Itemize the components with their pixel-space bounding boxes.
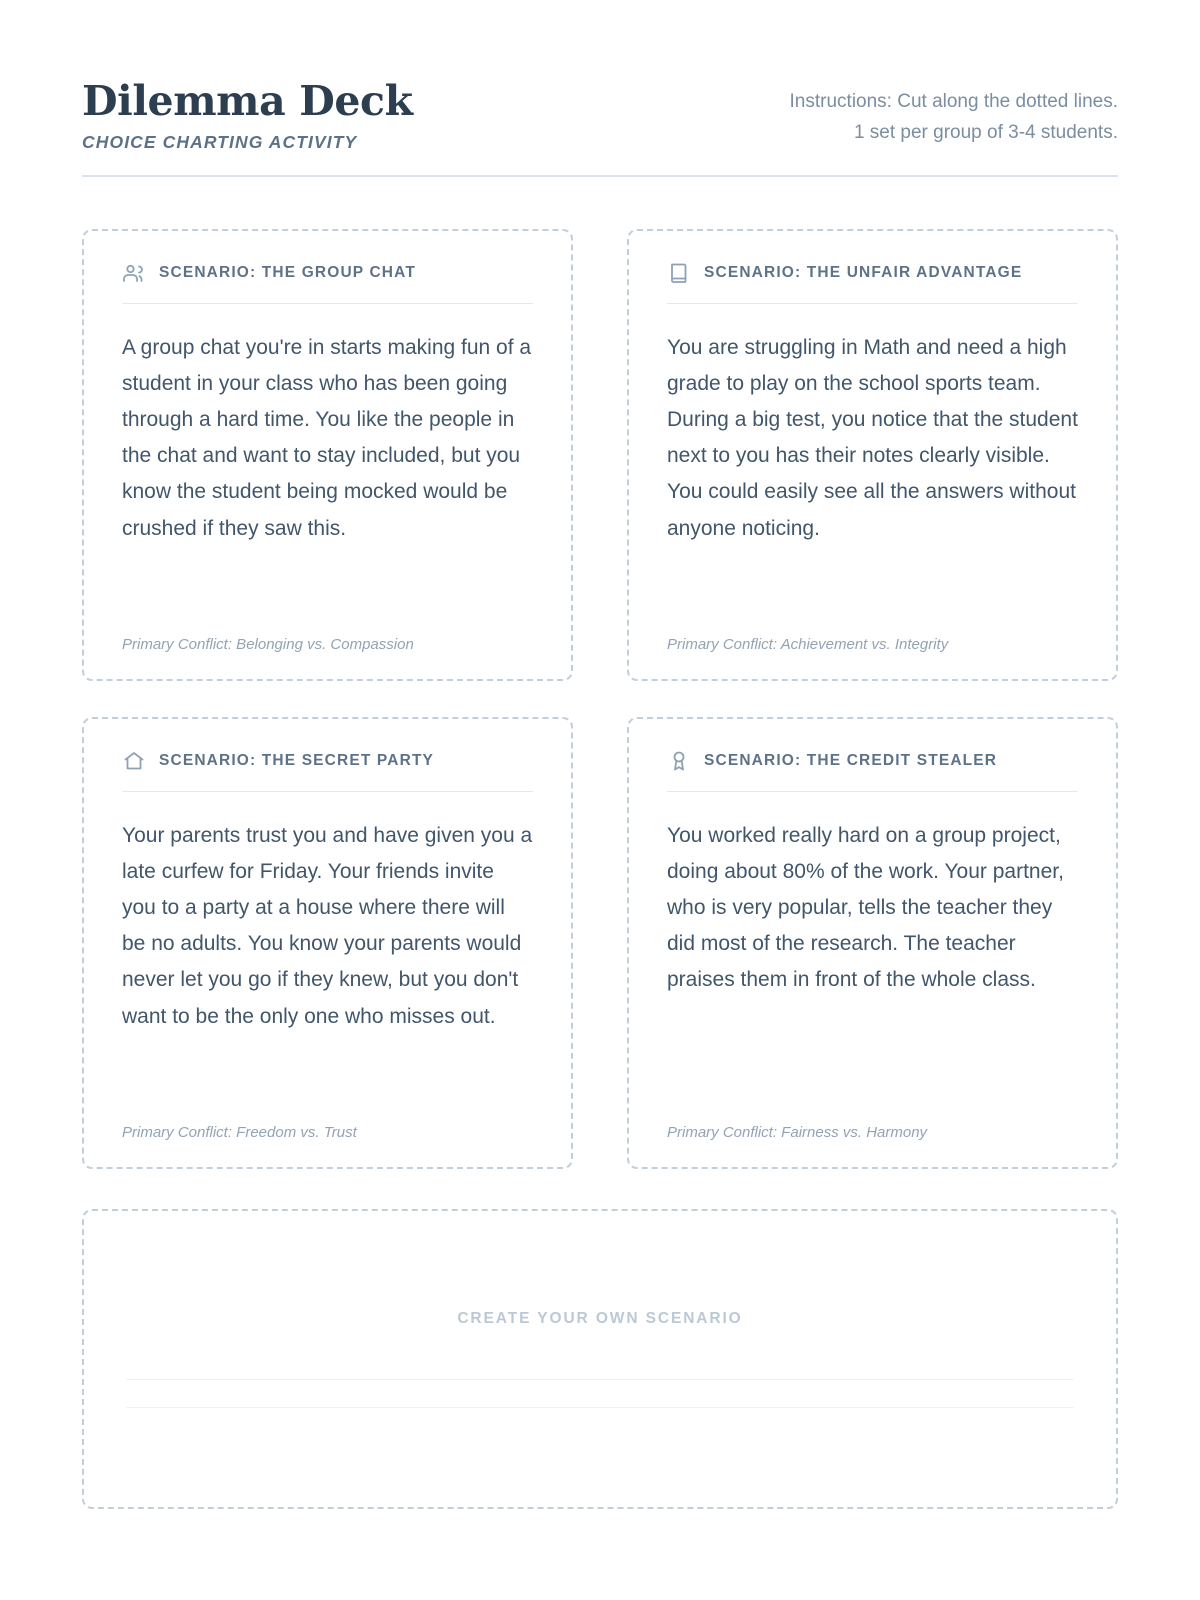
card-conflict-text: Primary Conflict: Achievement vs. Integrity	[667, 636, 949, 654]
writing-line	[126, 1380, 1074, 1408]
scenario-card	[82, 229, 573, 681]
instructions-line-1: Instructions: Cut along the dotted lines.	[789, 91, 1118, 112]
card-body-text: You are struggling in Math and need a high grade to play on the school sports team. During a big test, you notice that the student next to you has their notes clearly visible. You could easily see all the answers without anyone noticing.	[667, 336, 1078, 540]
card-body-text: You worked really hard on a group project, doing about 80% of the work. Your partner, who is very popular, tells the teacher they did most of the research. The teacher praises them in front of the whole class.	[667, 824, 1064, 992]
scenario-card	[627, 229, 1118, 681]
card-header	[667, 261, 1078, 304]
scenario-card-grid	[82, 229, 1118, 1169]
card-header	[122, 749, 533, 792]
card-body-text: Your parents trust you and have given you a late curfew for Friday. Your friends invite you to a party at a house where there will be no adults. You know your parents would never let you go if they knew, but you don't want to be the only one who misses out.	[122, 824, 533, 1028]
card-conflict-text: Primary Conflict: Fairness vs. Harmony	[667, 1124, 928, 1142]
card-label: SCENARIO: THE CREDIT STEALER	[704, 752, 998, 770]
users-icon	[122, 261, 146, 285]
card-conflict-text: Primary Conflict: Belonging vs. Compassion	[122, 636, 414, 654]
instructions-block	[790, 78, 1118, 149]
instructions-line-2: 1 set per group of 3-4 students.	[853, 122, 1118, 144]
card-body-text: A group chat you're in starts making fun of a student in your class who has been going through a hard time. You like the people in the chat and want to stay included, but you know the student being mocked would be crushed if they saw this.	[122, 336, 532, 540]
card-conflict-text: Primary Conflict: Freedom vs. Trust	[122, 1124, 357, 1142]
scenario-card	[627, 717, 1118, 1169]
card-label: SCENARIO: THE GROUP CHAT	[159, 264, 416, 282]
page-subtitle: CHOICE CHARTING ACTIVITY	[82, 132, 358, 153]
title-block	[82, 78, 413, 153]
book-icon	[667, 261, 691, 285]
card-header	[122, 261, 533, 304]
create-your-own-title: CREATE YOUR OWN SCENARIO	[457, 1310, 743, 1328]
page-header	[82, 78, 1118, 175]
card-label: SCENARIO: THE UNFAIR ADVANTAGE	[704, 264, 1023, 282]
header-divider	[82, 175, 1118, 177]
scenario-card	[82, 717, 573, 1169]
writing-lines	[126, 1352, 1074, 1408]
award-icon	[667, 749, 691, 773]
card-header	[667, 749, 1078, 792]
writing-line	[126, 1352, 1074, 1380]
home-icon	[122, 749, 146, 773]
create-your-own-card[interactable]	[82, 1209, 1118, 1509]
card-label: SCENARIO: THE SECRET PARTY	[159, 752, 435, 770]
page-title: Dilemma Deck	[82, 77, 413, 125]
